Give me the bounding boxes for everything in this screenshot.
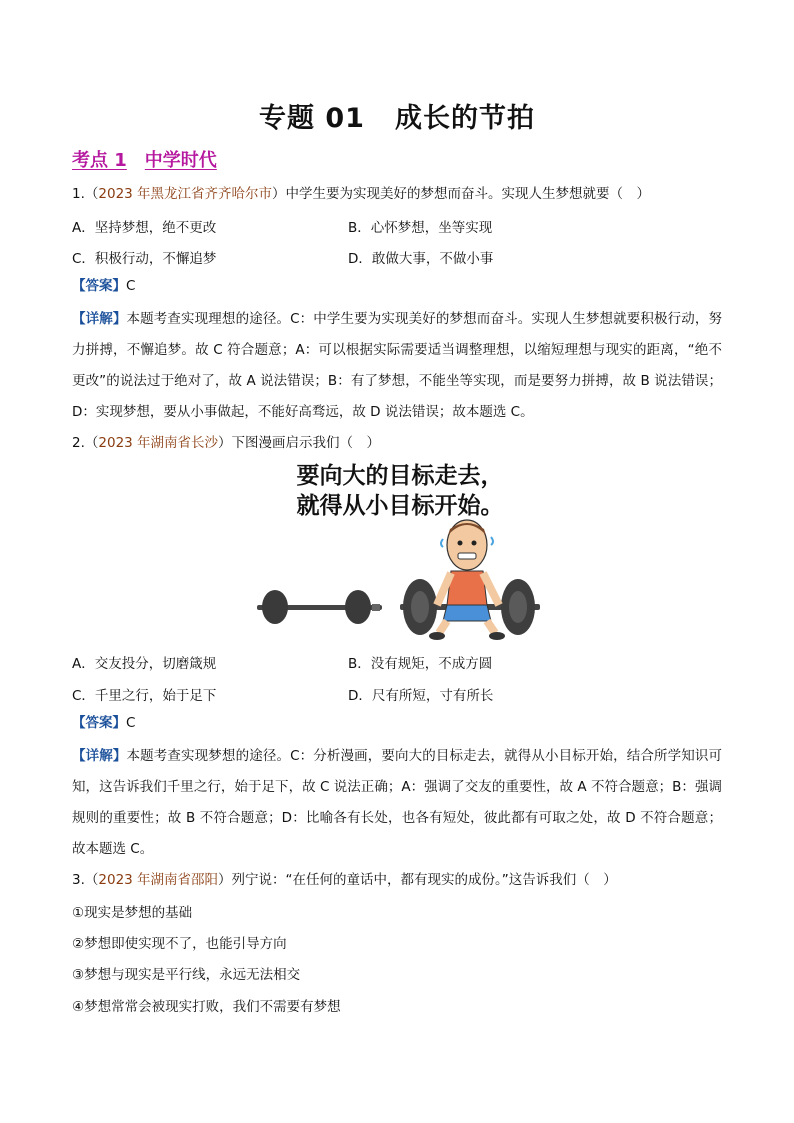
q3-item-2: ②梦想即使实现不了，也能引导方向 (72, 936, 287, 952)
question-3-source: 2023 年湖南省邵阳 (98, 872, 219, 888)
comic-caption-line-1: 要向大的目标走去， (296, 463, 504, 489)
question-1-source: 2023 年黑龙江省齐齐哈尔市 (98, 186, 273, 202)
section-label: 考点 1 (72, 150, 127, 171)
q2-answer: 【答案】C (72, 715, 136, 731)
question-1-stem: 1.（2023 年黑龙江省齐齐哈尔市）中学生要为实现美好的梦想而奋斗。实现人生梦想就要（ ） (72, 186, 651, 202)
q1-detail: 【详解】本题考查实现理想的途径。C：中学生要为实现美好的梦想而奋斗。实现人生梦想就要积极行动，努力拼搏，不懈追梦。故 C 符合题意；A：可以根据实际需要适当调整理想，以缩短理想与现实的距离，“绝不更改”的说法过于绝对了，故 A 说法错误；B：有了梦想，不能坐等实现，而是要努力拼搏，故 B 说法错误；D：实现梦想，要从小事做起，不能好高骛远，故 D 说法错误；故本题选 C。 (72, 311, 723, 420)
q1-option-a: A．坚持梦想，绝不更改 (72, 220, 217, 236)
q2-detail: 【详解】本题考查实现梦想的途径。C：分析漫画，要向大的目标走去，就得从小目标开始，结合所学知识可知，这告诉我们千里之行，始于足下，故 C 说法正确；A：强调了交友的重要性，故 A 不符合题意；B：强调规则的重要性；故 B 不符合题意；D：比喻各有长处，也各有短处，彼此都有可取之处，故 D 不符合题意；故本题选 C。 (72, 748, 723, 857)
q1-option-d: D．敢做大事，不做小事 (348, 251, 494, 267)
comic-drawing (255, 455, 545, 645)
title-main: 成长的节拍 (394, 103, 535, 134)
q3-item-4: ④梦想常常会被现实打败，我们不需要有梦想 (72, 999, 341, 1015)
question-2-source: 2023 年湖南省长沙 (98, 435, 219, 451)
q3-item-1: ①现实是梦想的基础 (72, 905, 193, 921)
section-name: 中学时代 (144, 150, 217, 171)
comic-caption-line-2: 就得从小目标开始。 (296, 493, 504, 519)
weightlifter-figure-icon (429, 520, 505, 640)
q2-option-d: D．尺有所短，寸有所长 (348, 688, 494, 704)
small-barbell-icon (257, 590, 382, 624)
q1-option-c: C．积极行动，不懈追梦 (72, 251, 217, 267)
question-3-stem: 3.（2023 年湖南省邵阳）列宁说：“在任何的童话中，都有现实的成份。”这告诉我们（ ） (72, 872, 617, 888)
q2-option-b: B．没有规矩，不成方圆 (348, 656, 493, 672)
q2-option-c: C．千里之行，始于足下 (72, 688, 217, 704)
q1-option-b: B．心怀梦想，坐等实现 (348, 220, 493, 236)
section-heading (72, 146, 217, 172)
comic-illustration (255, 455, 545, 645)
q1-answer: 【答案】C (72, 278, 136, 294)
title-prefix: 专题 01 (259, 103, 365, 134)
question-2-stem: 2.（2023 年湖南省长沙）下图漫画启示我们（ ） (72, 435, 381, 451)
q3-item-3: ③梦想与现实是平行线，永远无法相交 (72, 967, 301, 983)
page-title (0, 96, 794, 135)
q2-option-a: A．交友投分，切磨箴规 (72, 656, 217, 672)
